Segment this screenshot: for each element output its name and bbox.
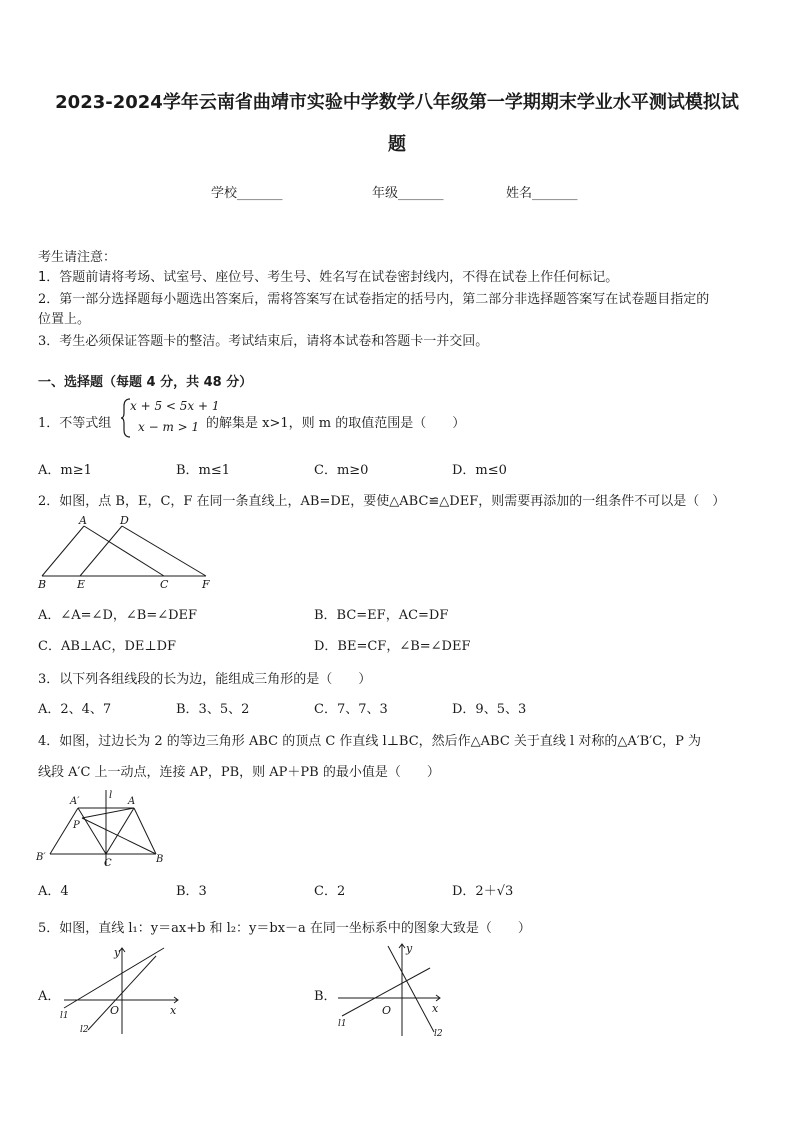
q2-label-b: B (38, 578, 47, 590)
q5b-label-l2: l2 (434, 1029, 443, 1038)
q4-option-c[interactable]: C．2 (314, 884, 346, 899)
notice-item-3: 3．考生必须保证答题卡的整洁。考试结束后，请将本试卷和答题卡一并交回。 (38, 334, 489, 349)
q2-segment-df (122, 526, 206, 576)
q2-segment-ac (84, 526, 164, 576)
q4-label-l: l (109, 790, 113, 801)
q4-segment-a1b1 (50, 808, 78, 854)
section-heading: 一、选择题（每题 4 分，共 48 分） (38, 375, 253, 390)
q5b-label-y: y (406, 942, 413, 955)
q4-segment-ac (106, 808, 134, 854)
q4-label-p: P (73, 820, 80, 831)
q4-text-line2: 线段 A′C 上一动点，连接 AP，PB，则 AP＋PB 的最小值是（ ） (38, 765, 440, 780)
q1-option-d[interactable]: D．m≤0 (452, 463, 507, 478)
q4-label-a-prime: A′ (70, 796, 80, 807)
q5-graph-a[interactable] (60, 944, 184, 1036)
q5-option-a[interactable]: A． (38, 989, 61, 1004)
q5-text: 5．如图，直线 l₁：y＝ax+b 和 l₂：y＝bx－a 在同一坐标系中的图象大致是（ ） (38, 921, 531, 936)
name-field: 姓名_______ (506, 186, 578, 201)
q4-text-line1: 4．如图，过边长为 2 的等边三角形 ABC 的顶点 C 作直线 l⊥BC，然后作△ABC 关于直线 l 对称的△A′B′C，P 为 (38, 734, 702, 749)
q2-figure (34, 514, 214, 590)
school-field: 学校_______ (211, 186, 283, 201)
q4-option-b[interactable]: B．3 (176, 884, 207, 899)
q2-segment-ed (80, 526, 122, 576)
q2-segment-ab (42, 526, 84, 576)
q1-option-b[interactable]: B．m≤1 (176, 463, 231, 478)
q4-label-b: B (156, 854, 164, 865)
q5a-label-o: O (110, 1004, 120, 1017)
q2-label-c: C (160, 578, 169, 590)
q5b-label-x: x (432, 1002, 439, 1015)
notice-item-2-cont: 位置上。 (38, 312, 91, 327)
q2-text: 2．如图，点 B，E，C，F 在同一条直线上，AB=DE，要使△ABC≌△DEF，则需要再添加的一组条件不可以是（ ） (38, 494, 726, 509)
q5a-label-x: x (170, 1004, 177, 1017)
q4-segment-a1c (78, 808, 106, 854)
q2-option-d[interactable]: D．BE=CF，∠B=∠DEF (314, 639, 471, 654)
q5b-line-l2 (388, 946, 434, 1032)
q4-segment-ab (134, 808, 156, 854)
notice-head: 考生请注意： (38, 250, 117, 265)
q5-graph-b[interactable] (334, 940, 446, 1038)
q4-option-d[interactable]: D．2＋√3 (452, 884, 514, 899)
q4-label-c: C (104, 858, 112, 868)
q5a-label-l2: l2 (80, 1025, 89, 1035)
q1-inequality-2: x − m > 1 (138, 420, 200, 434)
q3-text: 3．以下列各组线段的长为边，能组成三角形的是（ ） (38, 672, 372, 687)
q3-option-a[interactable]: A．2、4、7 (38, 702, 112, 717)
q4-option-a[interactable]: A．4 (38, 884, 69, 899)
q3-option-d[interactable]: D．9、5、3 (452, 702, 527, 717)
q4-segment-pb (82, 818, 156, 854)
q1-option-a[interactable]: A．m≥1 (38, 463, 92, 478)
q1-option-c[interactable]: C．m≥0 (314, 463, 369, 478)
q5a-label-y: y (114, 946, 121, 959)
q1-inequality-system (120, 398, 220, 438)
q5a-label-l1: l1 (60, 1011, 69, 1021)
q1-suffix: 的解集是 x>1，则 m 的取值范围是（ ） (206, 416, 466, 431)
q2-label-e: E (77, 578, 86, 590)
q4-label-a: A (128, 796, 136, 807)
paper-title-line2: 题 (388, 134, 406, 155)
q5b-label-l1: l1 (338, 1019, 347, 1029)
grade-field: 年级_______ (372, 186, 444, 201)
q1-prefix: 1．不等式组 (38, 416, 112, 431)
q4-label-b-prime: B′ (36, 852, 46, 863)
q2-label-f: F (202, 578, 210, 590)
q4-segment-ap (82, 808, 134, 818)
q5-option-b[interactable]: B． (314, 989, 337, 1004)
notice-item-1: 1．答题前请将考场、试室号、座位号、考生号、姓名写在试卷密封线内，不得在试卷上作任何标记。 (38, 270, 619, 285)
q3-option-c[interactable]: C．7、7、3 (314, 702, 388, 717)
q3-option-b[interactable]: B．3、5、2 (176, 702, 250, 717)
q2-option-c[interactable]: C．AB⊥AC，DE⊥DF (38, 639, 177, 654)
notice-item-2: 2．第一部分选择题每小题选出答案后，需将答案写在试卷指定的括号内，第二部分非选择题答案写在试卷题目指定的 (38, 292, 710, 307)
q1-inequality-1: x + 5 < 5x + 1 (130, 399, 220, 413)
q2-label-a: A (79, 514, 87, 527)
q5b-label-o: O (382, 1004, 392, 1017)
q2-option-b[interactable]: B．BC=EF，AC=DF (314, 608, 449, 623)
q2-option-a[interactable]: A．∠A=∠D，∠B=∠DEF (38, 608, 198, 623)
q2-label-d: D (120, 514, 129, 527)
paper-title-line1: 2023-2024学年云南省曲靖市实验中学数学八年级第一学期期末学业水平测试模拟试 (55, 92, 739, 113)
q4-figure (36, 786, 172, 868)
